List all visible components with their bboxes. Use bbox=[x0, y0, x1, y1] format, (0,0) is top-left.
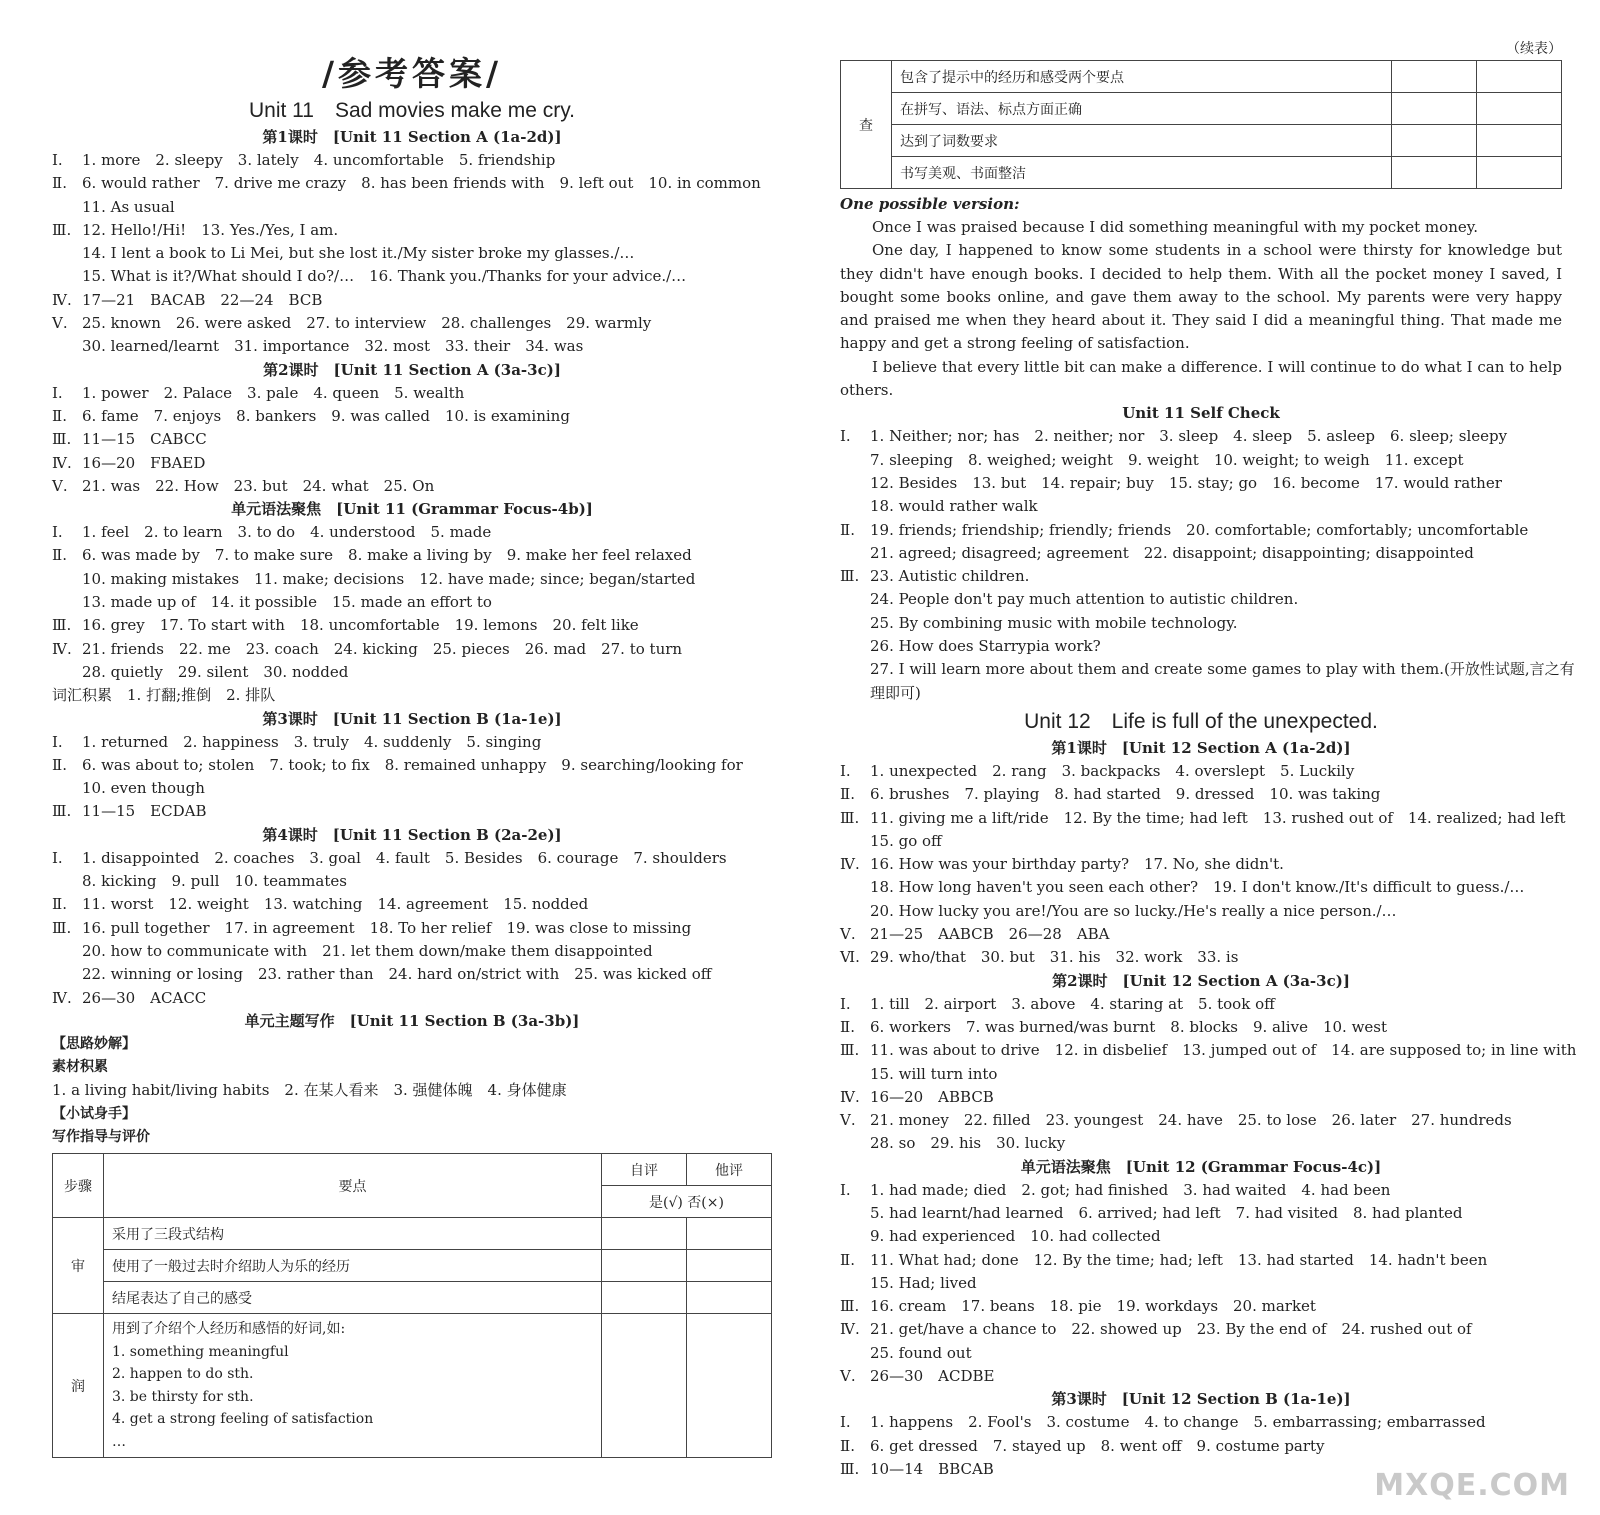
answer-line bbox=[52, 312, 772, 335]
question-number: Ⅲ. bbox=[840, 808, 860, 827]
question-number: Ⅲ. bbox=[840, 567, 860, 586]
answer-line bbox=[840, 900, 1562, 923]
material-line: 1. a living habit/living habits 2. 在某人看来 3. 强健体魄 4. 身体健康 bbox=[52, 1081, 567, 1100]
answer-line bbox=[840, 1179, 1562, 1202]
self-check-title: Unit 11 Self Check bbox=[1122, 404, 1280, 423]
answer-text: 29. who/that 30. but 31. his 32. work 33. is bbox=[870, 948, 1239, 967]
run-item: … bbox=[112, 1433, 126, 1450]
answer-text: 10. even though bbox=[82, 779, 205, 798]
answer-text: 16. pull together 17. in agreement 18. To her relief 19. was close to missing bbox=[82, 918, 692, 937]
answer-text: 26. How does Starrypia work? bbox=[870, 637, 1101, 656]
question-number: Ⅵ. bbox=[840, 948, 860, 967]
answer-line bbox=[840, 565, 1562, 588]
right-column bbox=[840, 0, 1577, 1481]
answer-text: 26—30 ACDBE bbox=[870, 1367, 995, 1386]
answer-text: 词汇积累 1. 打翻;推倒 2. 排队 bbox=[52, 686, 276, 705]
answer-line bbox=[52, 893, 772, 916]
answer-text: 28. quietly 29. silent 30. nodded bbox=[82, 662, 349, 681]
answer-line bbox=[52, 219, 772, 242]
answer-text: 16. cream 17. beans 18. pie 19. workdays 20. market bbox=[870, 1297, 1316, 1316]
unit-12-title: Unit 12 Life is full of the unexpected. bbox=[1024, 709, 1378, 733]
lesson-title: 第1课时 [Unit 11 Section A (1a-2d)] bbox=[262, 128, 562, 146]
answer-line bbox=[840, 876, 1562, 899]
evaluation-table-continued bbox=[840, 60, 1562, 189]
answer-line bbox=[52, 847, 772, 870]
answer-line bbox=[52, 917, 772, 940]
answer-text: 16—20 ABBCB bbox=[870, 1087, 994, 1106]
answer-text: 21. was 22. How 23. but 24. what 25. On bbox=[82, 476, 435, 495]
answer-text: 16. grey 17. To start with 18. uncomfortable 19. lemons 20. felt like bbox=[82, 616, 639, 635]
answer-text: 21. money 22. filled 23. youngest 24. have 25. to lose 26. later 27. hundreds bbox=[870, 1111, 1512, 1130]
question-number: Ⅲ. bbox=[52, 220, 72, 239]
answer-text: 11. worst 12. weight 13. watching 14. agreement 15. nodded bbox=[82, 895, 589, 914]
answer-line bbox=[52, 521, 772, 544]
answer-text: 23. Autistic children. bbox=[870, 567, 1030, 586]
step-run: 润 bbox=[53, 1314, 104, 1458]
run-item: 2. happen to do sth. bbox=[112, 1366, 254, 1383]
lesson-title: 单元语法聚焦 [Unit 11 (Grammar Focus-4b)] bbox=[231, 500, 593, 519]
yes-no-label: 是(√) 否(×) bbox=[602, 1186, 772, 1218]
answer-text: 1. unexpected 2. rang 3. backpacks 4. overslept 5. Luckily bbox=[870, 761, 1355, 780]
answer-text: 17—21 BACAB 22—24 BCB bbox=[82, 290, 323, 309]
question-number: Ⅱ. bbox=[840, 520, 855, 539]
cha-point: 达到了词数要求 bbox=[892, 125, 1392, 157]
question-number: Ⅰ. bbox=[52, 732, 63, 751]
answer-line bbox=[840, 1411, 1562, 1434]
shen-point: 使用了一般过去时介绍助人为乐的经历 bbox=[104, 1250, 602, 1282]
question-number: Ⅱ. bbox=[840, 1436, 855, 1455]
run-item: 3. be thirsty for sth. bbox=[112, 1388, 254, 1405]
material-header: 素材积累 bbox=[52, 1059, 108, 1076]
practice-header: 【小试身手】 bbox=[52, 1105, 136, 1122]
answer-text: 理即可) bbox=[870, 683, 921, 702]
question-number: Ⅲ. bbox=[840, 1041, 860, 1060]
answer-line bbox=[840, 682, 1562, 705]
answer-text: 26—30 ACACC bbox=[82, 988, 207, 1007]
answer-line bbox=[840, 1249, 1562, 1272]
question-number: Ⅱ. bbox=[52, 546, 67, 565]
run-item: 1. something meaningful bbox=[112, 1343, 289, 1360]
answer-text: 11. was about to drive 12. in disbelief 13. jumped out of 14. are supposed to; in line with bbox=[870, 1041, 1577, 1060]
answer-line bbox=[840, 542, 1562, 565]
answer-text: 1. more 2. sleepy 3. lately 4. uncomfortable 5. friendship bbox=[82, 151, 556, 169]
answer-line bbox=[840, 635, 1562, 658]
answer-line bbox=[52, 568, 772, 591]
answer-text: 16. How was your birthday party? 17. No, she didn't. bbox=[870, 855, 1284, 874]
question-number: Ⅰ. bbox=[840, 994, 851, 1013]
answer-text: 19. friends; friendship; friendly; friends 20. comfortable; comfortably; uncomfortable bbox=[870, 520, 1529, 539]
question-number: Ⅱ. bbox=[840, 1017, 855, 1036]
answer-text: 6. was about to; stolen 7. took; to fix 8. remained unhappy 9. searching/looking for bbox=[82, 755, 743, 774]
question-number: Ⅲ. bbox=[52, 430, 72, 449]
answer-text: 6. fame 7. enjoys 8. bankers 9. was called 10. is examining bbox=[82, 406, 570, 425]
lesson-title: 单元语法聚焦 [Unit 12 (Grammar Focus-4c)] bbox=[1020, 1157, 1382, 1176]
question-number: Ⅰ. bbox=[840, 1413, 851, 1432]
answer-line bbox=[840, 1016, 1562, 1039]
answer-line bbox=[840, 1365, 1562, 1388]
question-number: Ⅱ. bbox=[52, 174, 67, 193]
answer-line bbox=[52, 614, 772, 637]
answer-line bbox=[840, 853, 1562, 876]
answer-text: 11. As usual bbox=[82, 197, 175, 216]
answer-line bbox=[840, 449, 1562, 472]
answer-line bbox=[52, 963, 772, 986]
answer-line bbox=[840, 658, 1575, 681]
question-number: Ⅱ. bbox=[840, 1250, 855, 1269]
question-number: Ⅳ. bbox=[840, 1320, 860, 1339]
answer-line bbox=[52, 800, 772, 823]
question-number: Ⅲ. bbox=[52, 918, 72, 937]
answer-line bbox=[52, 777, 772, 800]
answer-line bbox=[52, 265, 772, 288]
answer-text: 15. go off bbox=[870, 831, 942, 850]
col-step: 步骤 bbox=[53, 1154, 104, 1218]
lesson-title: 第2课时 [Unit 12 Section A (3a-3c)] bbox=[1052, 971, 1350, 990]
answer-text: 28. so 29. his 30. lucky bbox=[870, 1134, 1066, 1153]
answer-line bbox=[840, 588, 1562, 611]
answer-text: 1. power 2. Palace 3. pale 4. queen 5. wealth bbox=[82, 383, 465, 402]
answer-line bbox=[52, 149, 772, 172]
answer-line bbox=[840, 993, 1562, 1016]
step-cha: 查 bbox=[841, 61, 892, 189]
answer-text: 1. feel 2. to learn 3. to do 4. understood 5. made bbox=[82, 523, 492, 542]
answer-line bbox=[52, 242, 772, 265]
answer-text: 6. was made by 7. to make sure 8. make a living by 9. make her feel relaxed bbox=[82, 546, 692, 565]
run-item: 4. get a strong feeling of satisfaction bbox=[112, 1411, 374, 1428]
answer-text: 12. Hello!/Hi! 13. Yes./Yes, I am. bbox=[82, 220, 339, 239]
question-number: Ⅲ. bbox=[52, 802, 72, 821]
answer-text: 21—25 AABCB 26—28 ABA bbox=[870, 925, 1110, 944]
answer-text: 11—15 CABCC bbox=[82, 430, 207, 449]
answer-text: 21. agreed; disagreed; agreement 22. disappoint; disappointing; disappointed bbox=[870, 543, 1474, 562]
answer-text: 11. giving me a lift/ride 12. By the time; had left 13. rushed out of 14. realized; had left bbox=[870, 808, 1566, 827]
col-self: 自评 bbox=[602, 1154, 687, 1186]
answer-line bbox=[840, 1063, 1562, 1086]
question-number: Ⅱ. bbox=[52, 755, 67, 774]
answer-line bbox=[840, 1435, 1562, 1458]
question-number: Ⅱ. bbox=[840, 785, 855, 804]
run-title: 用到了介绍个人经历和感悟的好词,如: bbox=[112, 1321, 346, 1338]
answer-text: 21. friends 22. me 23. coach 24. kicking 25. pieces 26. mad 27. to turn bbox=[82, 639, 683, 658]
answer-line bbox=[840, 1272, 1562, 1295]
question-number: Ⅰ. bbox=[840, 1180, 851, 1199]
essay-paragraph: I believe that every little bit can make a difference. I will continue to do what I can to help others. bbox=[840, 357, 1562, 400]
answer-line bbox=[52, 405, 772, 428]
answer-text: 25. found out bbox=[870, 1343, 972, 1362]
answer-text: 6. workers 7. was burned/was burnt 8. blocks 9. alive 10. west bbox=[870, 1017, 1388, 1036]
question-number: Ⅰ. bbox=[52, 523, 63, 542]
answer-text: 25. By combining music with mobile technology. bbox=[870, 613, 1238, 632]
answer-text: 27. I will learn more about them and create some games to play with them.(开放性试题,言之有 bbox=[870, 660, 1575, 679]
answer-line bbox=[52, 428, 772, 451]
answer-text: 1. returned 2. happiness 3. truly 4. suddenly 5. singing bbox=[82, 732, 542, 751]
version-label: One possible version: bbox=[840, 195, 1020, 213]
answer-text: 8. kicking 9. pull 10. teammates bbox=[82, 872, 347, 891]
answer-line bbox=[840, 830, 1562, 853]
answer-line bbox=[840, 425, 1562, 448]
watermark: MXQE.COM bbox=[1374, 1468, 1570, 1503]
shen-point: 结尾表达了自己的感受 bbox=[104, 1282, 602, 1314]
answer-text: 10. making mistakes 11. make; decisions 12. have made; since; began/started bbox=[82, 569, 696, 588]
question-number: Ⅴ. bbox=[840, 925, 856, 944]
answer-line bbox=[52, 289, 772, 312]
lesson-title: 第3课时 [Unit 12 Section B (1a-1e)] bbox=[1051, 1390, 1351, 1409]
col-points: 要点 bbox=[104, 1154, 602, 1218]
answer-text: 10—14 BBCAB bbox=[870, 1459, 994, 1478]
answer-line bbox=[52, 870, 772, 893]
answer-text: 15. will turn into bbox=[870, 1064, 998, 1083]
answer-line bbox=[52, 335, 772, 358]
answer-line bbox=[840, 783, 1562, 806]
question-number: Ⅲ. bbox=[52, 616, 72, 635]
lesson-title: 第2课时 [Unit 11 Section A (3a-3c)] bbox=[263, 360, 561, 379]
question-number: Ⅴ. bbox=[840, 1111, 856, 1130]
self-check-answers bbox=[840, 425, 1575, 705]
answer-text: 6. get dressed 7. stayed up 8. went off 9. costume party bbox=[870, 1436, 1325, 1455]
answer-text: 9. had experienced 10. had collected bbox=[870, 1227, 1161, 1246]
cha-point: 书写美观、书面整洁 bbox=[892, 157, 1392, 189]
answer-text: 22. winning or losing 23. rather than 24. hard on/strict with 25. was kicked off bbox=[82, 965, 712, 984]
essay-paragraph: Once I was praised because I did something meaningful with my pocket money. bbox=[872, 218, 1478, 236]
answer-line bbox=[840, 1295, 1562, 1318]
shen-point: 采用了三段式结构 bbox=[104, 1218, 602, 1250]
answer-line bbox=[840, 1109, 1562, 1132]
unit-11-title: Unit 11 Sad movies make me cry. bbox=[249, 99, 575, 122]
answer-line bbox=[840, 1086, 1562, 1109]
question-number: Ⅰ. bbox=[840, 761, 851, 780]
answer-line bbox=[840, 923, 1562, 946]
writing-section-title: 单元主题写作 [Unit 11 Section B (3a-3b)] bbox=[244, 1011, 580, 1030]
question-number: Ⅳ. bbox=[840, 1087, 860, 1106]
cha-point: 在拼写、语法、标点方面正确 bbox=[892, 93, 1392, 125]
answer-line bbox=[52, 196, 772, 219]
question-number: Ⅴ. bbox=[52, 314, 68, 333]
answer-text: 1. till 2. airport 3. above 4. staring at 5. took off bbox=[870, 994, 1275, 1013]
continued-label: （续表） bbox=[1506, 41, 1562, 57]
answer-text: 11. What had; done 12. By the time; had; left 13. had started 14. hadn't been bbox=[870, 1250, 1488, 1269]
question-number: Ⅰ. bbox=[840, 427, 851, 446]
answer-line bbox=[840, 946, 1562, 969]
question-number: Ⅳ. bbox=[52, 290, 72, 309]
answer-banner: /参考答案/ bbox=[321, 54, 503, 93]
answer-line bbox=[840, 1318, 1562, 1341]
answer-line bbox=[840, 807, 1566, 830]
answer-text: 1. disappointed 2. coaches 3. goal 4. fault 5. Besides 6. courage 7. shoulders bbox=[82, 848, 727, 867]
answer-text: 1. happens 2. Fool's 3. costume 4. to change 5. embarrassing; embarrassed bbox=[870, 1413, 1486, 1432]
question-number: Ⅰ. bbox=[52, 848, 63, 867]
question-number: Ⅱ. bbox=[52, 895, 67, 914]
answer-line bbox=[52, 940, 772, 963]
answer-text: 12. Besides 13. but 14. repair; buy 15. stay; go 16. become 17. would rather bbox=[870, 473, 1502, 492]
step-shen: 审 bbox=[53, 1218, 104, 1314]
answer-line bbox=[52, 754, 772, 777]
left-column bbox=[52, 0, 772, 1458]
cha-point: 包含了提示中的经历和感受两个要点 bbox=[892, 61, 1392, 93]
evaluation-table bbox=[52, 1153, 772, 1458]
answer-text: 5. had learnt/had learned 6. arrived; had left 7. had visited 8. had planted bbox=[870, 1203, 1463, 1222]
answer-text: 11—15 ECDAB bbox=[82, 802, 207, 821]
answer-line bbox=[840, 1225, 1562, 1248]
answer-line bbox=[52, 731, 772, 754]
question-number: Ⅴ. bbox=[52, 476, 68, 495]
answer-text: 1. had made; died 2. got; had finished 3. had waited 4. had been bbox=[870, 1180, 1391, 1199]
question-number: Ⅳ. bbox=[52, 988, 72, 1007]
answer-line bbox=[52, 475, 772, 498]
answer-text: 18. How long haven't you seen each other? 19. I don't know./It's difficult to guess./… bbox=[870, 878, 1525, 897]
answer-line bbox=[840, 1342, 1562, 1365]
answer-text: 13. made up of 14. it possible 15. made an effort to bbox=[82, 593, 492, 612]
answer-text: 15. What is it?/What should I do?/… 16. Thank you./Thanks for your advice./… bbox=[82, 267, 687, 286]
unit-12-answers bbox=[840, 737, 1577, 1481]
question-number: Ⅴ. bbox=[840, 1367, 856, 1386]
answer-text: 25. known 26. were asked 27. to interview 28. challenges 29. warmly bbox=[82, 314, 652, 333]
answer-line bbox=[52, 172, 772, 195]
lesson-title: 第3课时 [Unit 11 Section B (1a-1e)] bbox=[262, 709, 562, 728]
answer-line bbox=[840, 1039, 1577, 1062]
lesson-title: 第4课时 [Unit 11 Section B (2a-2e)] bbox=[262, 825, 562, 844]
answer-text: 21. get/have a chance to 22. showed up 23. By the end of 24. rushed out of bbox=[870, 1320, 1472, 1339]
answer-text: 20. how to communicate with 21. let them down/make them disappointed bbox=[82, 941, 653, 960]
answer-line bbox=[52, 638, 772, 661]
answer-line bbox=[52, 591, 772, 614]
answer-text: 6. brushes 7. playing 8. had started 9. dressed 10. was taking bbox=[870, 785, 1381, 804]
answer-line bbox=[840, 1202, 1562, 1225]
lesson-title: 第1课时 [Unit 12 Section A (1a-2d)] bbox=[1051, 738, 1351, 757]
idea-header: 【思路妙解】 bbox=[52, 1035, 136, 1052]
answer-line bbox=[840, 495, 1562, 518]
answer-text: 14. I lent a book to Li Mei, but she lost it./My sister broke my glasses./… bbox=[82, 244, 635, 263]
answer-line bbox=[52, 987, 772, 1010]
answer-line bbox=[52, 661, 772, 684]
answer-line bbox=[840, 612, 1562, 635]
unit-11-answers bbox=[52, 126, 772, 1010]
answer-text: 24. People don't pay much attention to autistic children. bbox=[870, 590, 1299, 609]
answer-text: 30. learned/learnt 31. importance 32. most 33. their 34. was bbox=[82, 337, 584, 356]
answer-line bbox=[840, 472, 1562, 495]
answer-text: 16—20 FBAED bbox=[82, 453, 206, 472]
question-number: Ⅰ. bbox=[52, 151, 63, 169]
run-points bbox=[104, 1314, 602, 1458]
question-number: Ⅲ. bbox=[840, 1297, 860, 1316]
question-number: Ⅳ. bbox=[52, 639, 72, 658]
answer-line bbox=[840, 1132, 1562, 1155]
col-peer: 他评 bbox=[687, 1154, 772, 1186]
question-number: Ⅲ. bbox=[840, 1459, 860, 1478]
guide-header: 写作指导与评价 bbox=[52, 1128, 150, 1145]
answer-line bbox=[52, 544, 772, 567]
answer-text: 18. would rather walk bbox=[870, 497, 1038, 516]
answer-line bbox=[840, 519, 1562, 542]
question-number: Ⅱ. bbox=[52, 406, 67, 425]
answer-line bbox=[52, 382, 772, 405]
answer-text: 20. How lucky you are!/You are so lucky./He's really a nice person./… bbox=[870, 901, 1397, 920]
answer-line bbox=[52, 684, 772, 707]
answer-text: 15. Had; lived bbox=[870, 1273, 977, 1292]
answer-text: 1. Neither; nor; has 2. neither; nor 3. sleep 4. sleep 5. asleep 6. sleep; sleepy bbox=[870, 427, 1508, 446]
question-number: Ⅰ. bbox=[52, 383, 63, 402]
answer-text: 6. would rather 7. drive me crazy 8. has been friends with 9. left out 10. in common bbox=[82, 174, 761, 193]
essay-paragraph: One day, I happened to know some students in a school were thirsty for knowledge but they didn't have enough books. I decided to help them. With all the pocket money I saved, I bought some books online, and gave them away to the school. My parents were very happy and praised me when they heard about it. They said I did a meaningful thing. That made me happy and get a strong feeling of satisfaction. bbox=[840, 241, 1562, 353]
question-number: Ⅳ. bbox=[840, 855, 860, 874]
answer-text: 7. sleeping 8. weighed; weight 9. weight 10. weight; to weigh 11. except bbox=[870, 450, 1464, 469]
answer-line bbox=[840, 760, 1562, 783]
question-number: Ⅳ. bbox=[52, 453, 72, 472]
answer-line bbox=[52, 452, 772, 475]
